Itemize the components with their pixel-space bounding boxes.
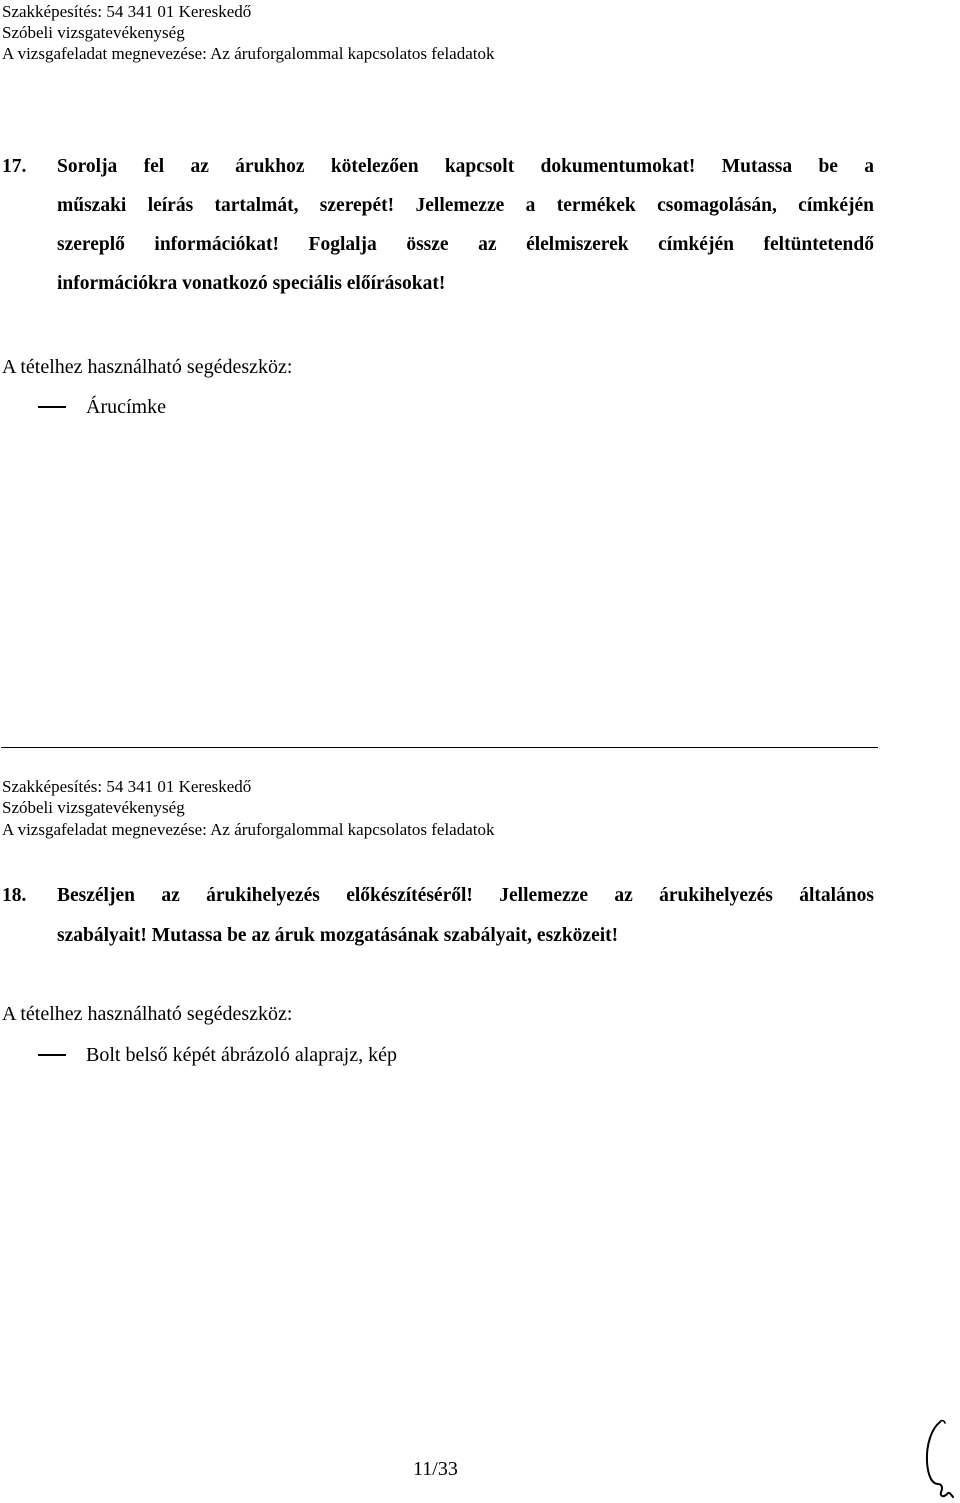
question-line: információkra vonatkozó speciális előírásokat! [57,273,446,294]
question-line: szereplő információkat! Foglalja össze az élelmiszerek címkéjén feltüntetendő [57,234,874,255]
handwritten-signature-mark [918,1418,958,1500]
question-line: Sorolja fel az árukhoz kötelezően kapcsolt dokumentumokat! Mutassa be a [57,156,874,177]
bullet-dash [38,406,66,408]
aux-tool-label: A tételhez használható segédeszköz: [2,1003,293,1025]
page-number: 11/33 [413,1458,458,1480]
question-number: 18. [2,885,27,906]
question-number: 17. [2,156,27,177]
question-17 [2,147,882,307]
aux-tool-item: Árucímke [86,396,166,418]
header-task-name: A vizsgafeladat megnevezése: Az áruforgalommal kapcsolatos feladatok [2,820,495,839]
bullet-dash [38,1054,66,1056]
aux-tool-item: Bolt belső képét ábrázoló alaprajz, kép [86,1044,397,1066]
header-exam-activity: Szóbeli vizsgatevékenység [2,798,185,817]
header-qualification: Szakképesítés: 54 341 01 Kereskedő [2,2,252,21]
question-line: műszaki leírás tartalmát, szerepét! Jellemezze a termékek csomagolásán, címkéjén [57,195,874,216]
question-18 [2,876,882,956]
page-separator [1,747,878,748]
question-line: Beszéljen az árukihelyezés előkészítéséről! Jellemezze az árukihelyezés általános [57,885,874,906]
question-line: szabályait! Mutassa be az áruk mozgatásának szabályait, eszközeit! [57,925,619,946]
aux-tool-label: A tételhez használható segédeszköz: [2,356,293,378]
header-qualification: Szakképesítés: 54 341 01 Kereskedő [2,777,252,796]
header-exam-activity: Szóbeli vizsgatevékenység [2,23,185,42]
header-task-name: A vizsgafeladat megnevezése: Az áruforgalommal kapcsolatos feladatok [2,44,495,63]
